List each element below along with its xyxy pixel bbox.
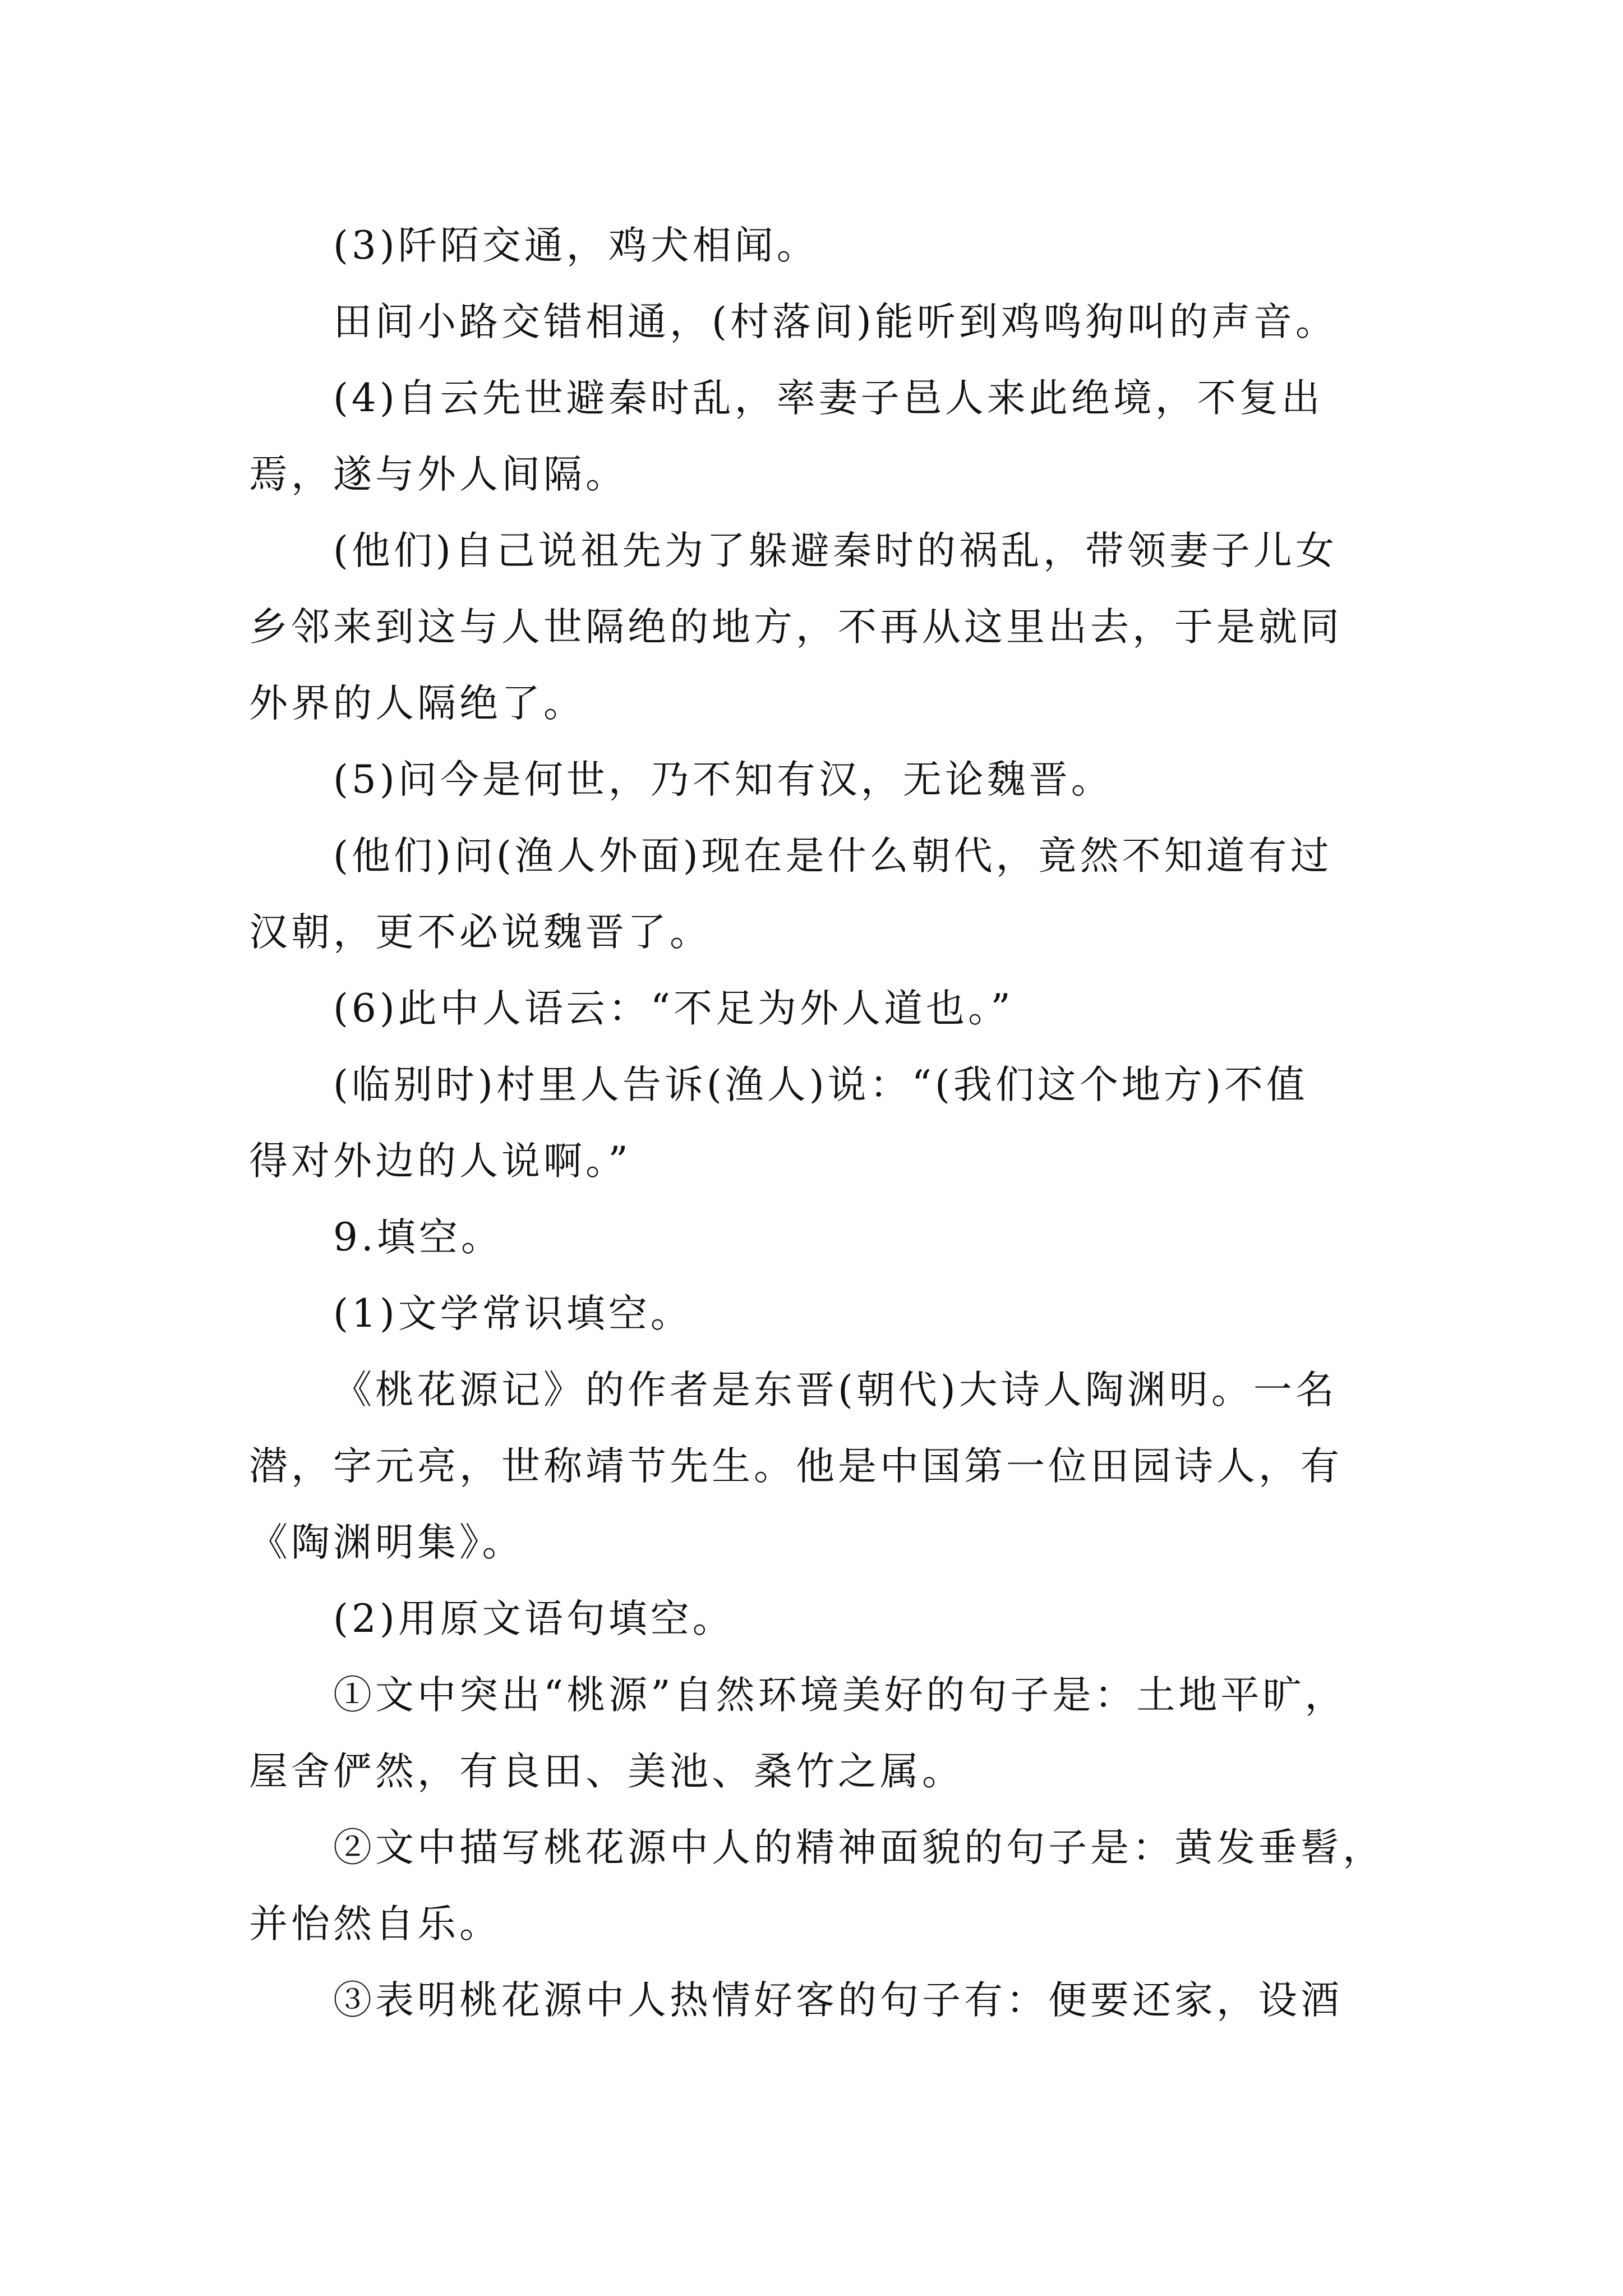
paragraph-line: 乡邻来到这与人世隔绝的地方，不再从这里出去，于是就同 bbox=[249, 605, 1343, 650]
paragraph-line: 《陶渊明集》。 bbox=[249, 1520, 524, 1565]
paragraph-line: ②文中描写桃花源中人的精神面貌的句子是：黄发垂髫， bbox=[333, 1825, 1385, 1870]
paragraph-line: 田间小路交错相通，(村落间)能听到鸡鸣狗叫的声音。 bbox=[333, 300, 1338, 344]
paragraph-line: 汉朝，更不必说魏晋了。 bbox=[249, 910, 712, 955]
subsection-heading: (2)用原文语句填空。 bbox=[333, 1596, 735, 1641]
paragraph-line: 潜，字元亮，世称靖节先生。他是中国第一位田园诗人，有 bbox=[249, 1444, 1343, 1489]
paragraph-line: 屋舍俨然，有良田、美池、桑竹之属。 bbox=[249, 1749, 964, 1794]
document-body bbox=[249, 208, 1385, 2039]
section-heading: 9.填空。 bbox=[333, 1215, 503, 1260]
paragraph-line: 焉，遂与外人间隔。 bbox=[249, 452, 628, 497]
paragraph-line: 并怡然自乐。 bbox=[249, 1902, 501, 1947]
paragraph-line: (临别时)村里人告诉(渔人)说：“(我们这个地方)不值 bbox=[333, 1062, 1308, 1107]
paragraph-line: ①文中突出“桃源”自然环境美好的句子是：土地平旷， bbox=[333, 1673, 1347, 1718]
subsection-heading: (1)文学常识填空。 bbox=[333, 1291, 693, 1336]
paragraph-line: 得对外边的人说啊。” bbox=[249, 1139, 631, 1184]
paragraph-line: (5)问今是何世，乃不知有汉，无论魏晋。 bbox=[333, 757, 1113, 802]
paragraph-line: (他们)自己说祖先为了躲避秦时的祸乱，带领妻子儿女 bbox=[333, 528, 1338, 573]
paragraph-line: 外界的人隔绝了。 bbox=[249, 681, 585, 726]
paragraph-line: (4)自云先世避秦时乱，率妻子邑人来此绝境，不复出 bbox=[333, 376, 1324, 421]
paragraph-line: (6)此中人语云：“不足为外人道也。” bbox=[333, 986, 1014, 1031]
paragraph-line: ③表明桃花源中人热情好客的句子有：便要还家，设酒 bbox=[333, 1978, 1343, 2023]
paragraph-line: (他们)问(渔人外面)现在是什么朝代，竟然不知道有过 bbox=[333, 834, 1332, 878]
paragraph-line: 《桃花源记》的作者是东晋(朝代)大诗人陶渊明。一名 bbox=[333, 1368, 1338, 1412]
paragraph-line: (3)阡陌交通，鸡犬相闻。 bbox=[333, 223, 819, 268]
